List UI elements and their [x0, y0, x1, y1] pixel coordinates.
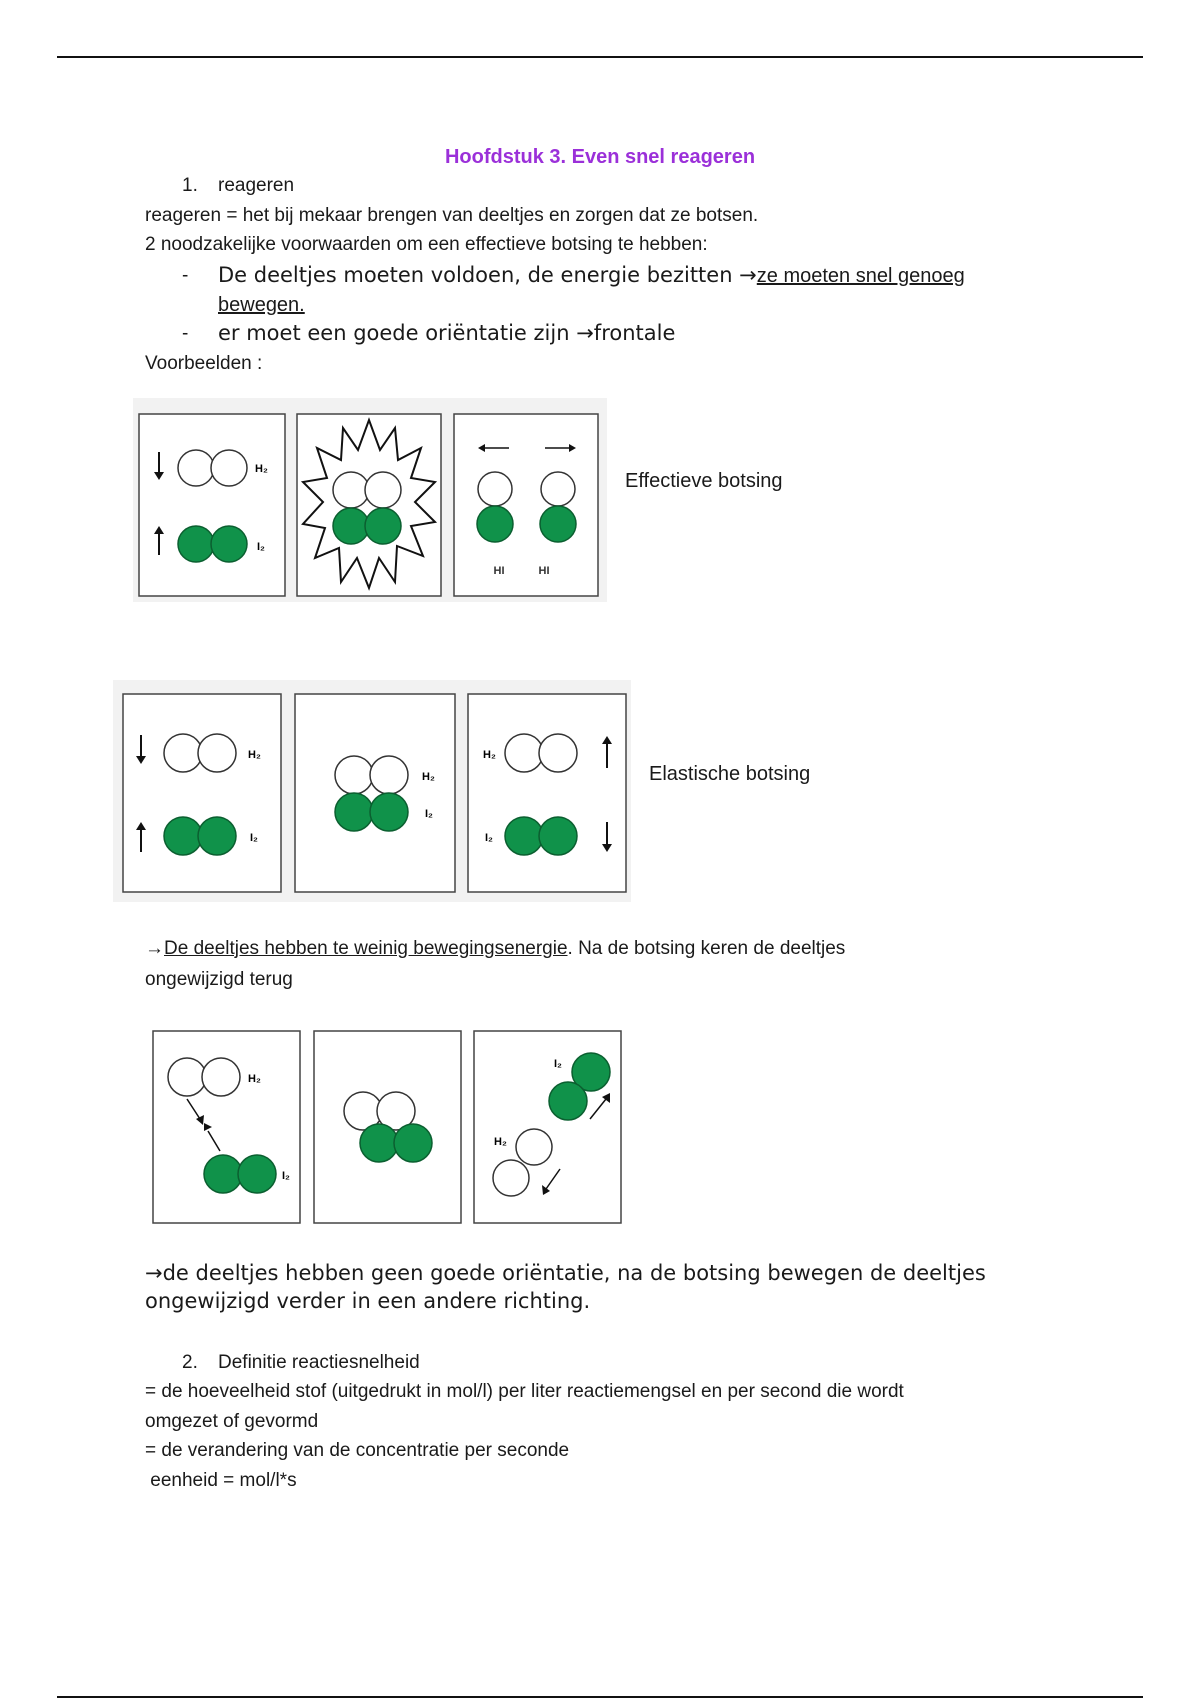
- h2-label: H₂: [248, 1073, 261, 1085]
- bullet-1: [218, 261, 965, 290]
- i-atom: [540, 506, 576, 542]
- h2-label: H₂: [422, 771, 435, 783]
- page-title: Hoofdstuk 3. Even snel reageren: [444, 146, 756, 168]
- i-atom: [198, 817, 236, 855]
- rate-definition-line2: omgezet of gevormd: [145, 1411, 319, 1432]
- i-atom: [477, 506, 513, 542]
- h-atom: [493, 1160, 529, 1196]
- i-atom: [204, 1155, 242, 1193]
- h-atom: [505, 734, 543, 772]
- h-atom: [198, 734, 236, 772]
- h-atom: [478, 472, 512, 506]
- rate-definition-line1: = de hoeveelheid stof (uitgedrukt in mol/l) per liter reactiemengsel en per second die wordt: [145, 1381, 904, 1402]
- i-atom: [238, 1155, 276, 1193]
- h-atom: [211, 450, 247, 486]
- elastic-note-rest: . Na de botsing keren de deeltjes: [567, 938, 846, 959]
- h-atom: [370, 756, 408, 794]
- figure-orientation: [150, 1027, 626, 1227]
- i-atom: [164, 817, 202, 855]
- h-atom: [168, 1058, 206, 1096]
- elastic-note-arrow: →: [145, 938, 164, 959]
- h2-label: H₂: [248, 749, 261, 761]
- h2-label: H₂: [255, 463, 268, 475]
- hi-label: HI: [493, 565, 505, 577]
- i-atom: [211, 526, 247, 562]
- figure-elastic-collision: [113, 680, 631, 902]
- i2-label: I₂: [554, 1058, 562, 1070]
- i2-label: I₂: [250, 832, 258, 844]
- section2-heading: Definitie reactiesnelheid: [218, 1352, 420, 1373]
- figure-caption-elastic: Elastische botsing: [649, 763, 811, 785]
- hi-label: HI: [538, 565, 550, 577]
- h-atom: [539, 734, 577, 772]
- i-atom: [539, 817, 577, 855]
- top-rule: [57, 56, 1143, 58]
- i2-label: I₂: [257, 541, 265, 553]
- i-atom: [505, 817, 543, 855]
- bullet-1-text: De deeltjes moeten voldoen, de energie bezitten →: [218, 263, 757, 287]
- orientation-note-line1: →de deeltjes hebben geen goede oriëntatie, na de botsing bewegen de deeltjes: [145, 1261, 986, 1285]
- bullet-2: er moet een goede oriëntatie zijn →frontale: [218, 321, 676, 345]
- section1-heading: reageren: [218, 175, 295, 196]
- section1-number: 1.: [182, 175, 198, 196]
- i-atom: [394, 1124, 432, 1162]
- orientation-note-line2: ongewijzigd verder in een andere richting.: [145, 1289, 591, 1313]
- unit-definition: eenheid = mol/l*s: [145, 1470, 297, 1491]
- elastic-note-line1: [145, 935, 845, 963]
- rate-definition-2: = de verandering van de concentratie per seconde: [145, 1440, 570, 1461]
- effective-collision-diagram: [133, 398, 607, 602]
- elastic-collision-diagram: [113, 680, 631, 902]
- h-atom: [541, 472, 575, 506]
- i-atom: [335, 793, 373, 831]
- examples-label: Voorbeelden :: [145, 353, 263, 374]
- section2-number: 2.: [182, 1352, 198, 1373]
- h2-label: H₂: [483, 749, 496, 761]
- i-atom: [333, 508, 369, 544]
- i-atom: [178, 526, 214, 562]
- h2-label: H₂: [494, 1136, 507, 1148]
- bullet-1-continuation: bewegen.: [218, 294, 305, 316]
- h-atom: [365, 472, 401, 508]
- i2-label: I₂: [425, 808, 433, 820]
- figure-caption-effective: Effectieve botsing: [625, 470, 783, 492]
- i-atom: [365, 508, 401, 544]
- bottom-rule: [57, 1696, 1143, 1698]
- i-atom: [549, 1082, 587, 1120]
- bullet-1-underlined: ze moeten snel genoeg: [756, 265, 965, 287]
- bullet-marker: -: [182, 323, 189, 344]
- bullet-marker: -: [182, 265, 189, 286]
- conditions-intro: 2 noodzakelijke voorwaarden om een effectieve botsing te hebben:: [145, 234, 708, 255]
- i-atom: [360, 1124, 398, 1162]
- i2-label: I₂: [485, 832, 493, 844]
- h-atom: [178, 450, 214, 486]
- orientation-diagram: [150, 1027, 626, 1227]
- h-atom: [202, 1058, 240, 1096]
- definition-text: reageren = het bij mekaar brengen van deeltjes en zorgen dat ze botsen.: [145, 205, 759, 226]
- h-atom: [516, 1129, 552, 1165]
- figure-effective-collision: [133, 398, 607, 602]
- i2-label: I₂: [282, 1170, 290, 1182]
- elastic-note-line2: ongewijzigd terug: [145, 969, 293, 990]
- elastic-note-underlined: De deeltjes hebben te weinig bewegingsenergie: [164, 938, 568, 959]
- h-atom: [335, 756, 373, 794]
- i-atom: [370, 793, 408, 831]
- h-atom: [164, 734, 202, 772]
- h-atom: [333, 472, 369, 508]
